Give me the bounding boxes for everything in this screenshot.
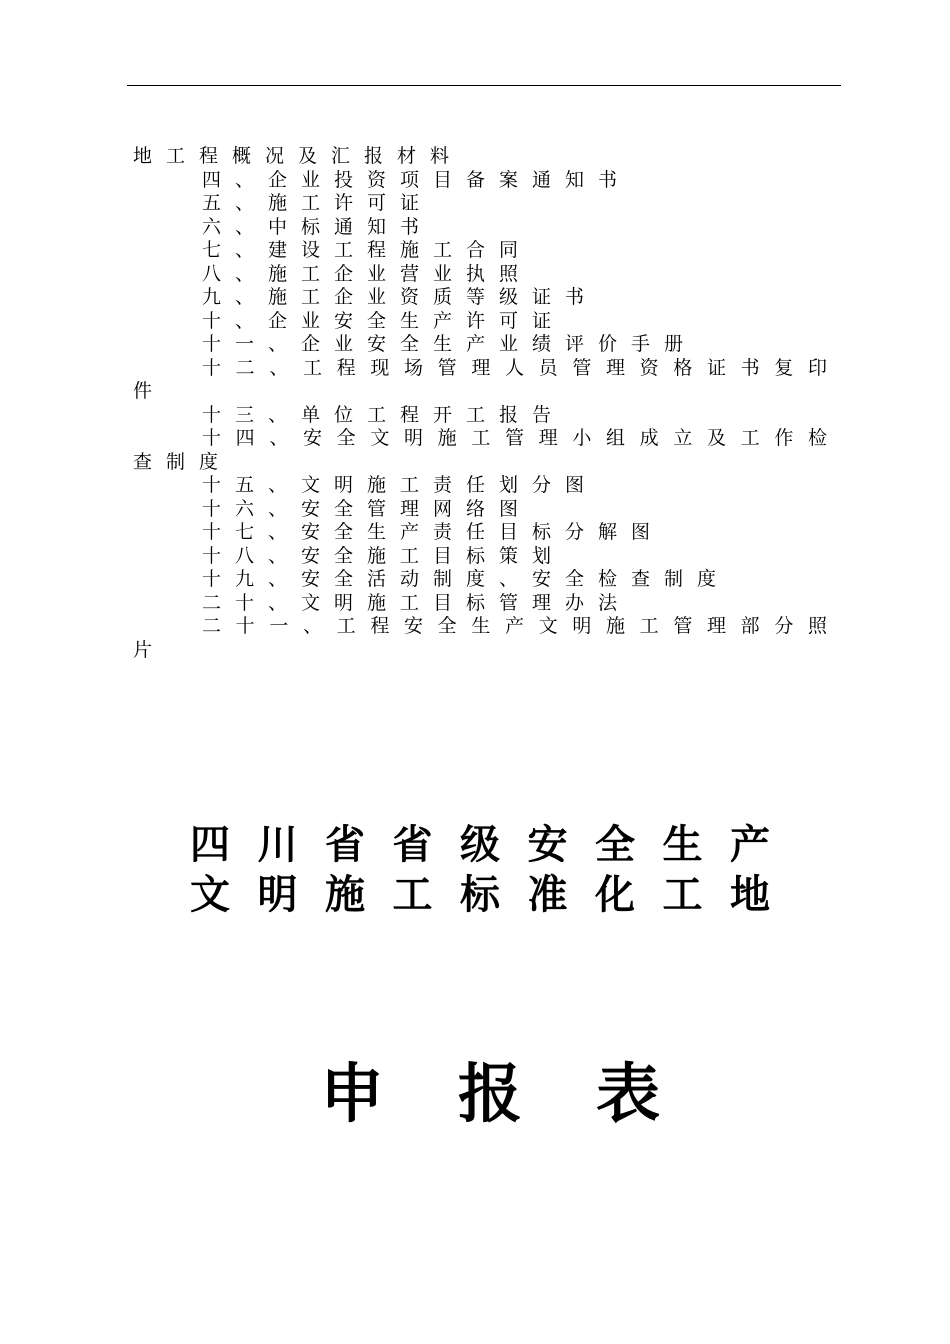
toc-item: 十、企业安全生产许可证 [202, 309, 566, 332]
toc-item-wrap: 查制度 [133, 450, 233, 473]
toc-item: 十八、安全施工目标策划 [202, 544, 566, 567]
toc-item: 十一、企业安全生产业绩评价手册 [202, 333, 698, 355]
table-of-contents [133, 145, 827, 662]
toc-item: 二十、文明施工目标管理办法 [202, 591, 632, 614]
toc-item: 六、中标通知书 [202, 215, 434, 238]
title-line-2: 文 明 施 工 标 准 化 工 地 [190, 871, 770, 918]
toc-item: 七、建设工程施工合同 [202, 239, 533, 261]
toc-item: 八、施工企业营业执照 [202, 262, 533, 285]
toc-item: 五、施工许可证 [202, 192, 434, 214]
toc-item: 十六、安全管理网络图 [202, 497, 533, 520]
toc-item: 十 四 、 安 全 文 明 施 工 管 理 小 组 成 立 及 工 作 检 [202, 427, 827, 449]
toc-item: 十 二 、 工 程 现 场 管 理 人 员 管 理 资 格 证 书 复 印 [202, 356, 827, 379]
toc-item-wrap: 件 [133, 380, 167, 402]
toc-item: 四、企业投资项目备案通知书 [202, 168, 632, 191]
toc-item: 十七、安全生产责任目标分解图 [202, 521, 665, 543]
document-title [190, 820, 770, 920]
toc-item: 二 十 一 、 工 程 安 全 生 产 文 明 施 工 管 理 部 分 照 [202, 615, 827, 637]
toc-continuation-line: 地工程概况及汇报材料 [133, 145, 464, 167]
title-line-1: 四 川 省 省 级 安 全 生 产 [190, 821, 770, 868]
form-title: 申 报 表 [320, 1057, 660, 1132]
header-rule [127, 85, 841, 86]
toc-item-wrap: 片 [133, 638, 167, 661]
toc-item: 九、施工企业资质等级证书 [202, 286, 599, 308]
toc-item: 十五、文明施工责任划分图 [202, 474, 599, 496]
toc-item: 十三、单位工程开工报告 [202, 403, 566, 426]
toc-item: 十九、安全活动制度、安全检查制度 [202, 568, 731, 590]
